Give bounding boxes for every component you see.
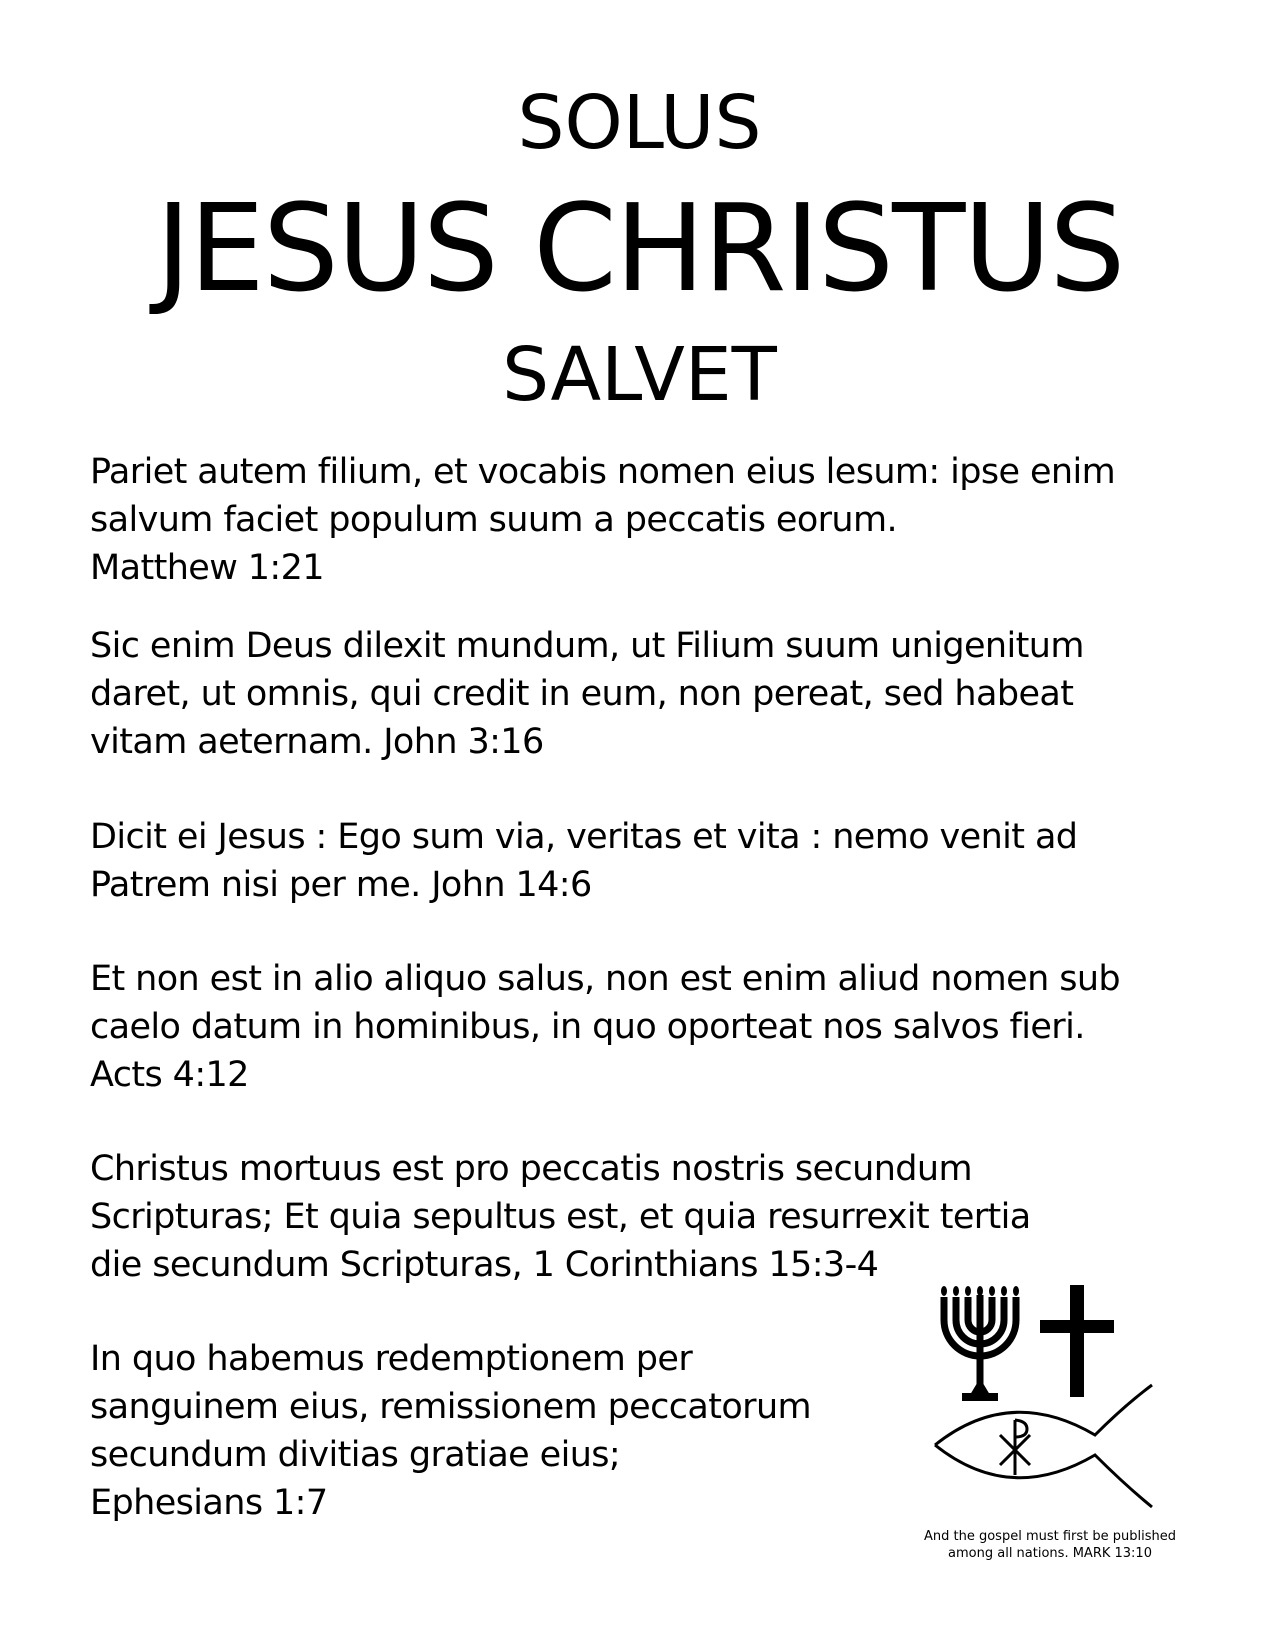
verse-line: vitam aeternam. John 3:16	[90, 722, 544, 762]
verse-line: salvum faciet populum suum a peccatis eorum.	[90, 500, 898, 540]
verse-reference: Ephesians 1:7	[90, 1483, 328, 1523]
footnote-line: among all nations. MARK 13:10	[948, 1546, 1152, 1561]
footnote	[900, 1528, 1200, 1562]
ichthys-chi-rho-icon	[935, 1385, 1152, 1507]
cross-icon	[1040, 1285, 1114, 1397]
verse-line: sanguinem eius, remissionem peccatorum	[90, 1387, 812, 1427]
verse-line: die secundum Scripturas, 1 Corinthians 15:3-4	[90, 1245, 879, 1285]
verse-matthew-1-21	[90, 448, 1115, 592]
verse-line: Dicit ei Jesus : Ego sum via, veritas et vita : nemo venit ad	[90, 817, 1078, 857]
verse-john-3-16	[90, 622, 1084, 766]
title-solus: SOLUS	[517, 80, 762, 166]
verse-reference: Acts 4:12	[90, 1055, 249, 1095]
footnote-line: And the gospel must first be published	[923, 1529, 1176, 1544]
verse-john-14-6	[90, 813, 1077, 909]
verse-1-corinthians-15-3-4	[90, 1145, 1031, 1289]
verse-line: Et non est in alio aliquo salus, non est enim aliud nomen sub	[90, 959, 1121, 999]
verse-line: In quo habemus redemptionem per	[90, 1339, 693, 1379]
verse-line: secundum divitias gratiae eius;	[90, 1435, 621, 1475]
christian-symbols	[930, 1285, 1180, 1525]
verse-reference: Matthew 1:21	[90, 548, 324, 588]
verse-line: caelo datum in hominibus, in quo oporteat nos salvos fieri.	[90, 1007, 1085, 1047]
verse-line: daret, ut omnis, qui credit in eum, non pereat, sed habeat	[90, 674, 1074, 714]
menorah-icon	[941, 1286, 1019, 1401]
verse-acts-4-12	[90, 955, 1120, 1099]
verse-line: Christus mortuus est pro peccatis nostris secundum	[90, 1149, 972, 1189]
verse-ephesians-1-7	[90, 1335, 811, 1527]
verse-line: Scripturas; Et quia sepultus est, et quia resurrexit tertia	[90, 1197, 1031, 1237]
title-salvet: SALVET	[502, 332, 777, 418]
title-jesus-christus: JESUS CHRISTUS	[155, 180, 1124, 319]
verse-line: Pariet autem filium, et vocabis nomen eius lesum: ipse enim	[90, 452, 1116, 492]
verse-line: Sic enim Deus dilexit mundum, ut Filium suum unigenitum	[90, 626, 1084, 666]
verse-line: Patrem nisi per me. John 14:6	[90, 865, 592, 905]
